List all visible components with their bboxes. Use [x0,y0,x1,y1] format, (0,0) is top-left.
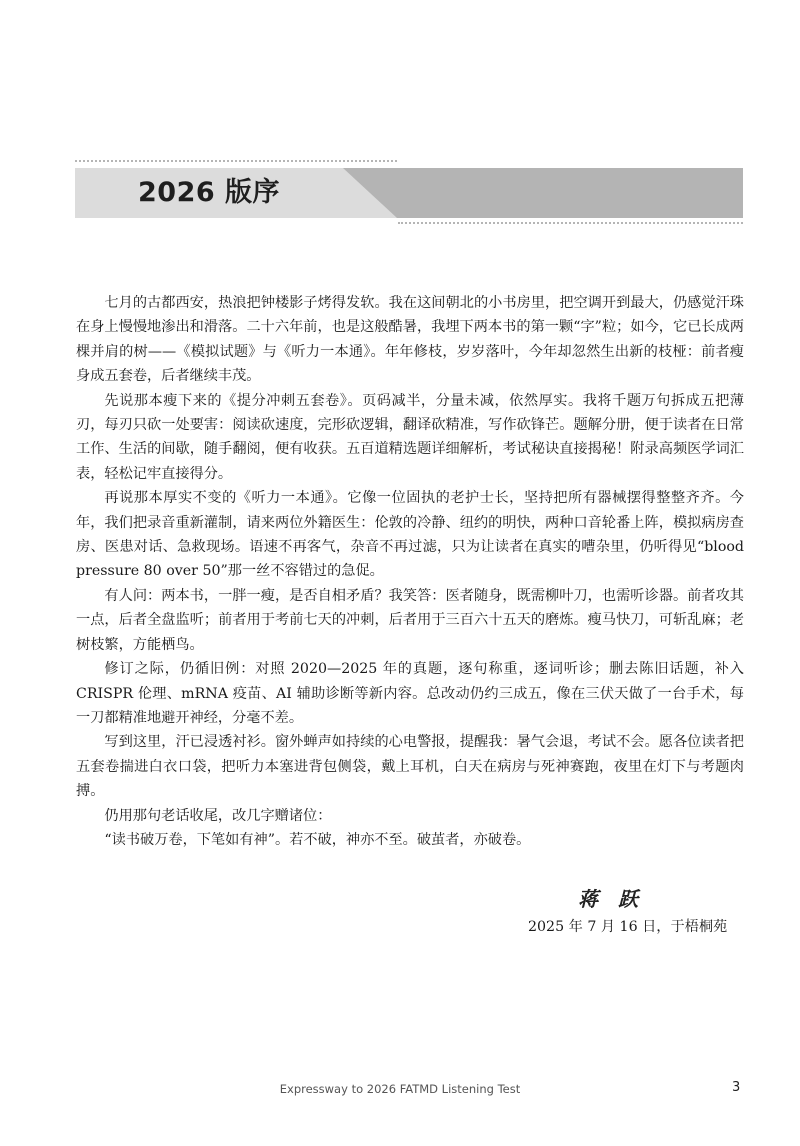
bottom-dotted-rule [398,222,743,224]
author-signature: 蒋跃 [578,887,658,911]
title-banner [75,168,743,218]
paragraph: 七月的古都西安，热浪把钟楼影子烤得发软。我在这间朝北的小书房里，把空调开到最大，仍感觉汗珠在身上慢慢地渗出和滑落。二十六年前，也是这般酷暑，我埋下两本书的第一颗“字”粒；如今，它已长成两棵并肩的树——《模拟试题》与《听力一本通》。年年修枝，岁岁落叶，今年却忽然生出新的枝桠：前者瘦身成五套卷，后者继续丰茂。 [76,295,744,385]
paragraph: 再说那本厚实不变的《听力一本通》。它像一位固执的老护士长，坚持把所有器械摆得整整齐齐。今年，我们把录音重新灌制，请来两位外籍医生：伦敦的冷静、纽约的明快，两种口音轮番上阵，模拟病房查房、医患对话、急救现场。语速不再客气，杂音不再过滤，只为让读者在真实的嘈杂里，仍听得见“blood pressure 80 over 50”那一丝不容错过的急促。 [76,490,744,580]
preface-body [76,291,744,852]
signature-date: 2025 年 7 月 16 日，于梧桐苑 [528,919,728,935]
paragraph: 仍用那句老话收尾，改几字赠诸位： [104,807,332,824]
top-dotted-rule [75,160,397,162]
paragraph: 修订之际，仍循旧例：对照 2020—2025 年的真题，逐句称重，逐词听诊；删去陈旧话题，补入 CRISPR 伦理、mRNA 疫苗、AI 辅助诊断等新内容。总改动仍约三成五，像在三伏天做了一台手术，每一刀都精准地避开神经，分毫不差。 [76,661,744,726]
paragraph: “读书破万卷，下笔如有神”。若不破，神亦不至。破茧者，亦破卷。 [104,831,531,848]
paragraph: 先说那本瘦下来的《提分冲刺五套卷》。页码减半，分量未减，依然厚实。我将千题万句拆成五把薄刃，每刃只砍一处要害：阅读砍速度，完形砍逻辑，翻译砍精准，写作砍锋芒。题解分册，便于读者在日常工作、生活的间歇，随手翻阅，便有收获。五百道精选题详细解析，考试秘诀直接揭秘！附录高频医学词汇表，轻松记牢直接得分。 [76,392,744,482]
paragraph: 有人问：两本书，一胖一瘦，是否自相矛盾？我笑答：医者随身，既需柳叶刀，也需听诊器。前者攻其一点，后者全盘监听；前者用于考前七天的冲刺，后者用于三百六十五天的磨炼。瘦马快刀，可斩乱麻；老树枝繁，方能栖鸟。 [76,587,744,653]
paragraph: 写到这里，汗已浸透衬衫。窗外蝉声如持续的心电警报，提醒我：暑气会退，考试不会。愿各位读者把五套卷揣进白衣口袋，把听力本塞进背包侧袋，戴上耳机，白天在病房与死神赛跑，夜里在灯下与考题肉搏。 [76,734,744,800]
footer-book-title: Expressway to 2026 FATMD Listening Test [279,1082,521,1096]
page-number: 3 [732,1080,741,1095]
page-title: 2026 版序 [138,177,281,208]
